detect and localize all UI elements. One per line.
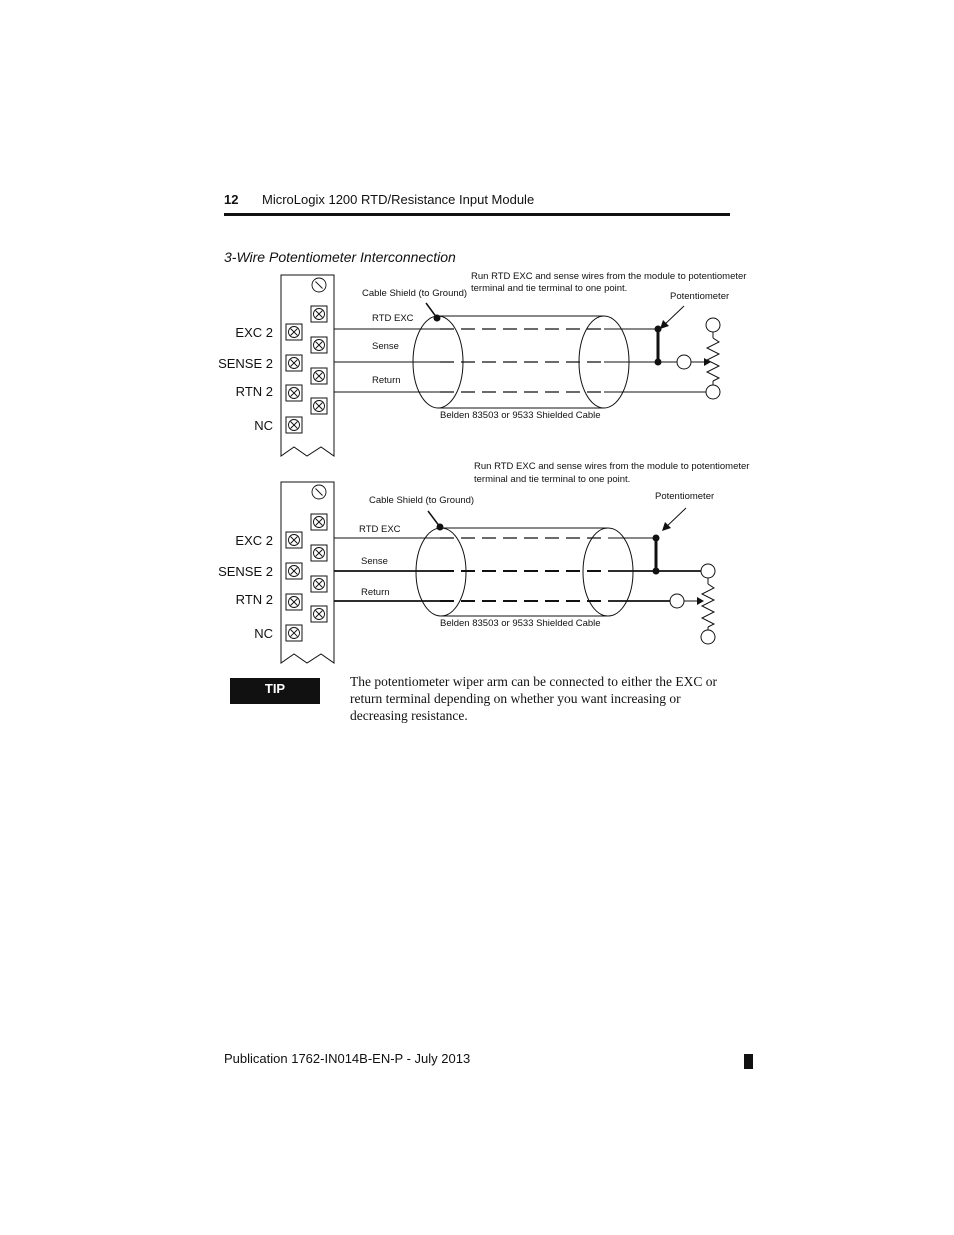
d1-wire-return-label: Return bbox=[372, 375, 401, 386]
d2-label-nc: NC bbox=[254, 626, 273, 641]
d1-wire-exc-label: RTD EXC bbox=[372, 313, 414, 324]
d2-wire-sense-label: Sense bbox=[361, 556, 388, 567]
document-title: MicroLogix 1200 RTD/Resistance Input Module bbox=[262, 192, 535, 207]
d2-wire-return-label: Return bbox=[361, 587, 390, 598]
d2-wire-exc-label: RTD EXC bbox=[359, 524, 401, 535]
d2-label-exc: EXC 2 bbox=[235, 533, 273, 548]
diagram2-potentiometer bbox=[662, 508, 715, 644]
tip-text: The potentiometer wiper arm can be connected to either the EXC or return terminal depending on whether you want increasing or decreasing resistance. bbox=[350, 674, 717, 723]
d2-note-line2: terminal and tie terminal to one point. bbox=[474, 474, 631, 485]
d1-label-nc: NC bbox=[254, 418, 273, 433]
d2-label-rtn: RTN 2 bbox=[235, 592, 273, 607]
d2-shield-label: Cable Shield (to Ground) bbox=[369, 495, 475, 506]
d2-cable-label: Belden 83503 or 9533 Shielded Cable bbox=[440, 618, 601, 629]
d1-label-exc: EXC 2 bbox=[235, 325, 273, 340]
d1-note-line2: terminal and tie terminal to one point. bbox=[471, 283, 628, 294]
diagram2-terminal-block bbox=[281, 482, 334, 663]
d1-label-rtn: RTN 2 bbox=[235, 384, 273, 399]
d1-cable-label: Belden 83503 or 9533 Shielded Cable bbox=[440, 410, 601, 421]
d1-shield-label: Cable Shield (to Ground) bbox=[362, 288, 468, 299]
page-edge-marker bbox=[744, 1054, 753, 1069]
figure-title: 3-Wire Potentiometer Interconnection bbox=[224, 249, 456, 265]
d1-note-line1: Run RTD EXC and sense wires from the module to potentiometer bbox=[471, 271, 747, 282]
tip-badge: TIP bbox=[230, 678, 320, 704]
publication-footer: Publication 1762-IN014B-EN-P - July 2013 bbox=[224, 1051, 471, 1066]
d1-label-sense: SENSE 2 bbox=[218, 356, 273, 371]
d1-wire-sense-label: Sense bbox=[372, 341, 399, 352]
d2-potentiometer-label: Potentiometer bbox=[655, 491, 715, 502]
d2-label-sense: SENSE 2 bbox=[218, 564, 273, 579]
diagram1-potentiometer bbox=[660, 306, 720, 399]
diagram1-terminal-block bbox=[281, 275, 334, 456]
d1-potentiometer-label: Potentiometer bbox=[670, 291, 730, 302]
d2-note-line1: Run RTD EXC and sense wires from the module to potentiometer bbox=[474, 461, 750, 472]
page-number: 12 bbox=[224, 192, 239, 207]
